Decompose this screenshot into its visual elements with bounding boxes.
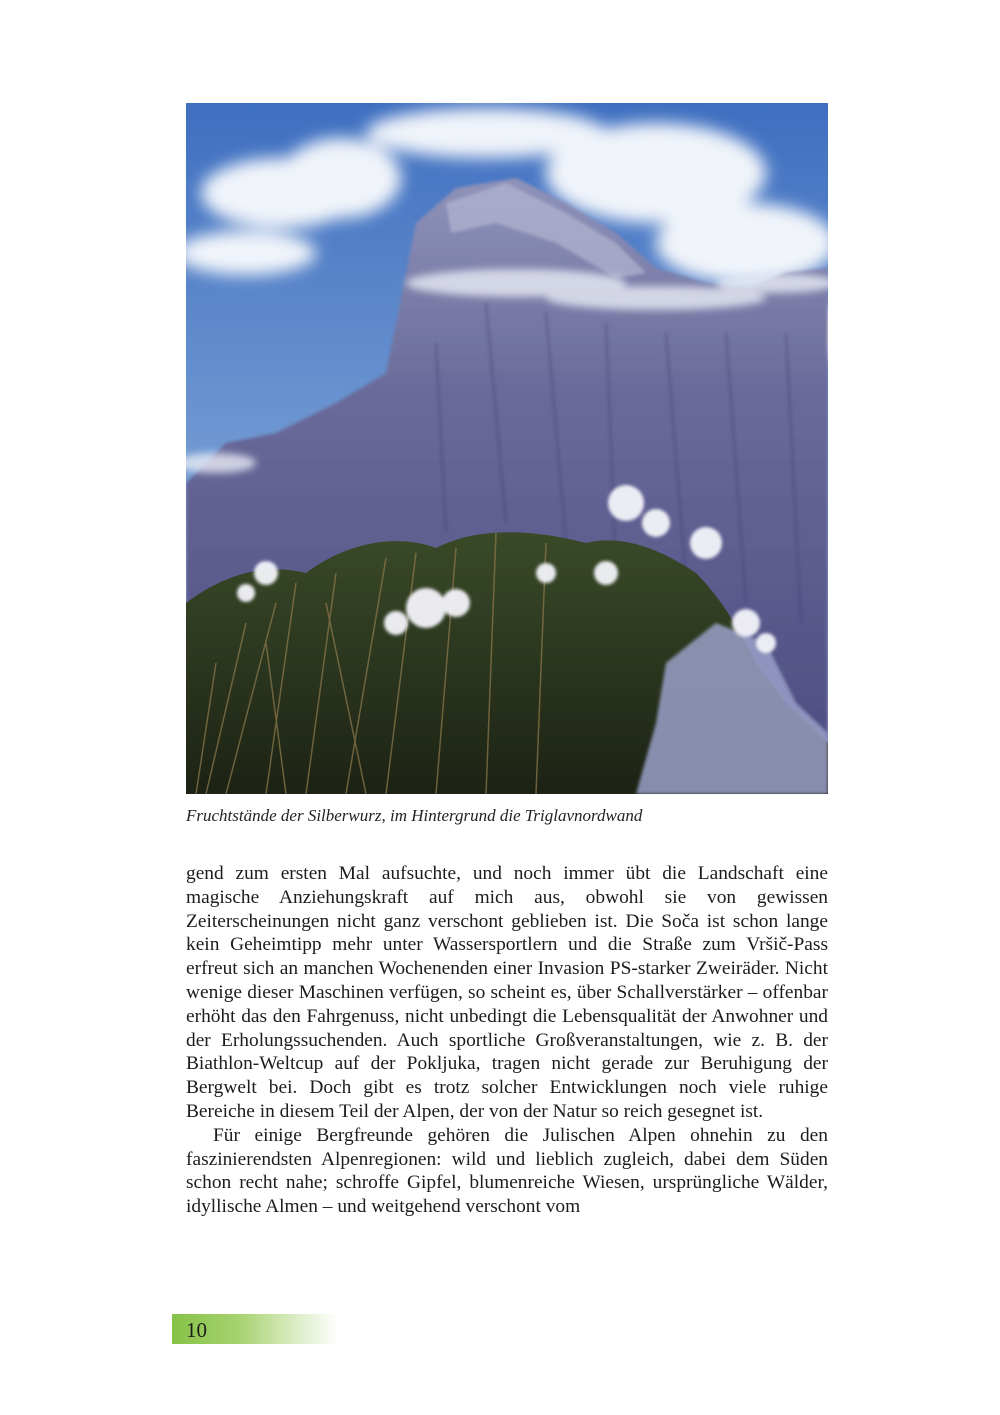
- paragraph: Für einige Bergfreunde gehören die Julischen Alpen ohnehin zu den faszinierendsten Alpenregionen: wild und lieblich zugleich, dabei dem Süden schon recht nahe; schroffe Gipfel, blumenreiche Wiesen, ursprüngliche Wälder, idyllische Almen – und weitgehend verschont vom: [186, 1124, 828, 1218]
- paragraph: gend zum ersten Mal aufsuchte, und noch immer übt die Landschaft eine magische Anziehungskraft auf mich aus, obwohl sie von gewissen Zeiterscheinungen nicht ganz verschont geblieben ist. Die Soča ist schon lange kein Geheimtipp mehr unter Wassersportlern und die Straße zum Vršič-Pass erfreut sich an manchen Wochenenden einer Invasion PS-starker Zweiräder. Nicht wenige dieser Maschinen verfügen, so scheint es, über Schallverstärker – offenbar erhöht das den Fahrgenuss, nicht unbedingt die Lebensqualität der Anwohner und der Erholungssuchenden. Auch sportliche Großveranstaltungen, wie z. B. der Biathlon-Weltcup auf der Pokljuka, tragen nicht gerade zur Beruhigung der Bergwelt bei. Doch gibt es trotz solcher Entwicklungen noch viele ruhige Bereiche in diesem Teil der Alpen, der von der Natur so reich gesegnet ist.: [186, 863, 828, 1122]
- body-text: [186, 862, 828, 1219]
- mountain-flower-photo: [186, 103, 828, 794]
- photo-triglav-north-face: [186, 103, 828, 794]
- figure-caption: Fruchtstände der Silberwurz, im Hintergrund die Triglavnordwand: [186, 806, 643, 825]
- page-number: 10: [186, 1318, 207, 1342]
